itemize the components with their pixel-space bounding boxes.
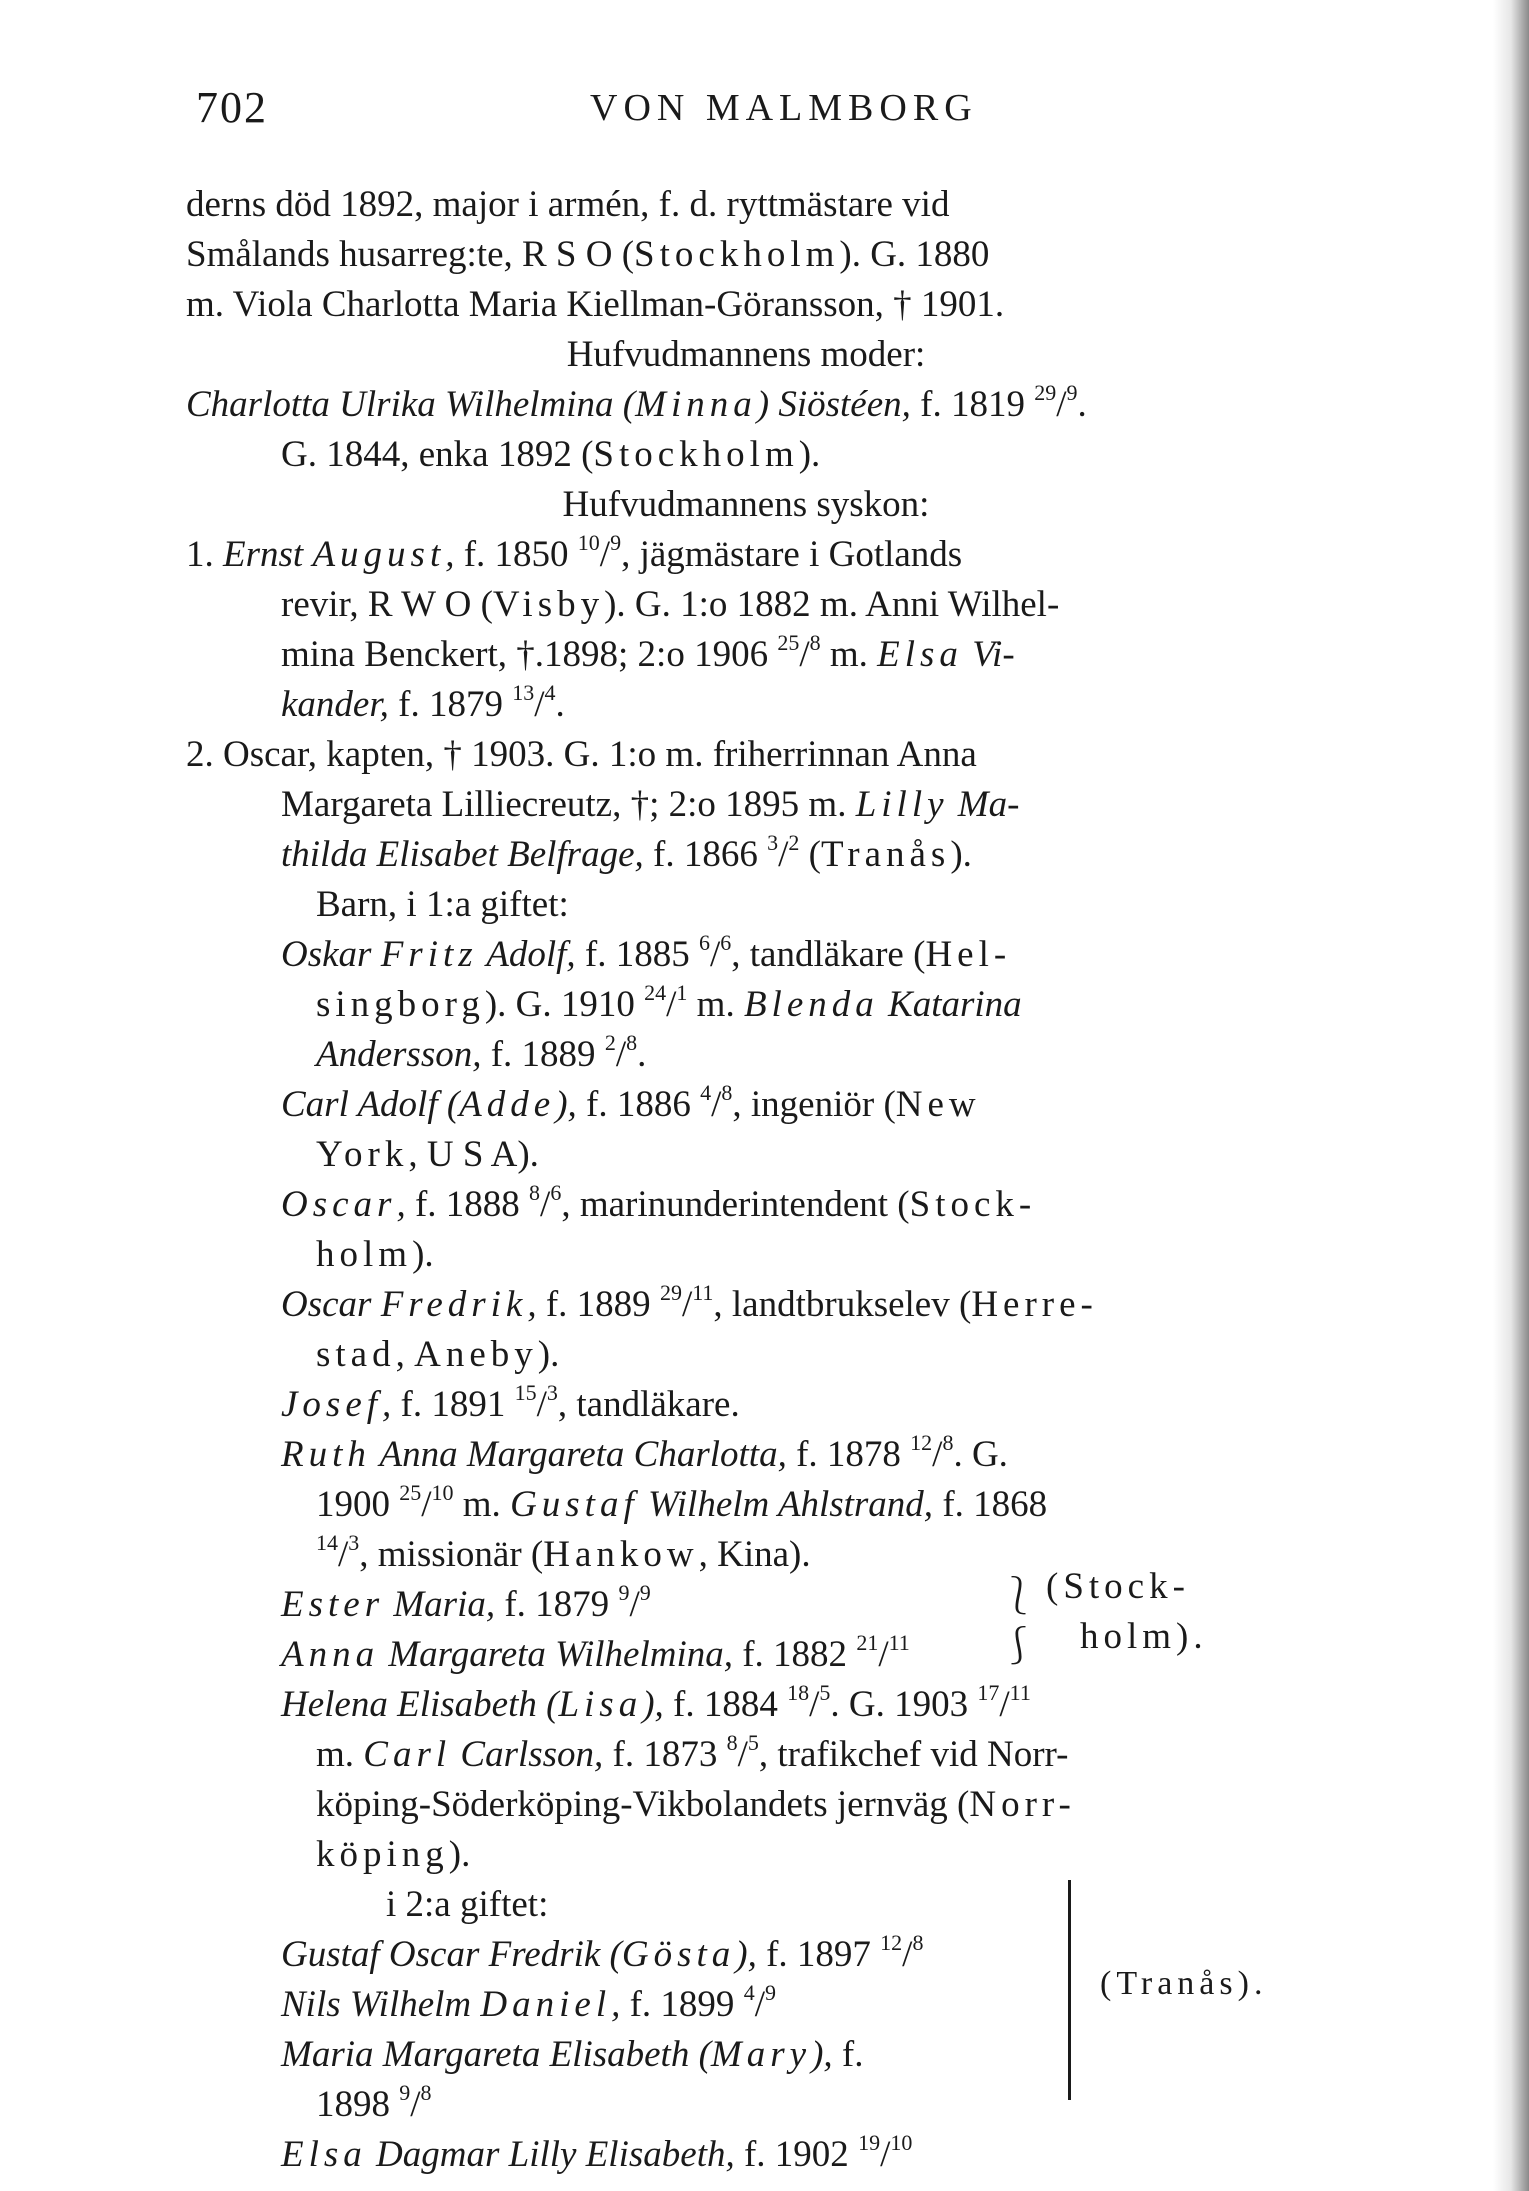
text-line: Ester Maria, f. 1879 $^9$/$^9$ [281, 1580, 651, 1625]
text-line: m. Viola Charlotta Maria Kiellman-Göransson, † 1901. [186, 284, 1005, 325]
text-line: Andersson, f. 1889 $^2$/$^8$. [316, 1030, 647, 1075]
bracket-brace-top: ⎱ [1000, 1576, 1037, 1617]
text-line: mina Benckert, †.1898; 2:o 1906 $^{25}$/$^8$ m. Elsa Vi- [281, 630, 1015, 675]
bracket-note-stockholm-1: (Stock- [1046, 1566, 1190, 1607]
text-line: kander, f. 1879 $^{13}$/$^4$. [281, 680, 565, 725]
text-line: Anna Margareta Wilhelmina, f. 1882 $^{21}$/$^{11}$ [281, 1630, 910, 1675]
text-line: 1898 $^9$/$^8$ [316, 2080, 432, 2125]
text-line: Hufvudmannens moder: [566, 334, 926, 375]
text-line: singborg). G. 1910 $^{24}$/$^1$ m. Blenda Katarina [316, 980, 1022, 1025]
text-line: 1. Ernst August, f. 1850 $^{10}$/$^9$, jägmästare i Gotlands [186, 530, 963, 575]
page-number: 702 [196, 83, 268, 132]
text-line: derns död 1892, major i armén, f. d. ryttmästare vid [186, 184, 950, 225]
text-line: Josef, f. 1891 $^{15}$/$^3$, tandläkare. [281, 1380, 740, 1425]
text-line: Smålands husarreg:te, R S O (Stockholm). G. 1880 [186, 234, 990, 275]
text-line: 2. Oscar, kapten, † 1903. G. 1:o m. friherrinnan Anna [186, 734, 977, 775]
text-line: holm). [316, 1234, 434, 1275]
text-line: Maria Margareta Elisabeth (Mary), f. [281, 2034, 864, 2075]
text-line: köping). [316, 1834, 471, 1875]
text-line: Carl Adolf (Adde), f. 1886 $^4$/$^8$, ingeniör (New [281, 1080, 981, 1125]
text-line: Oscar Fredrik, f. 1889 $^{29}$/$^{11}$, landtbrukselev (Herre- [281, 1280, 1098, 1325]
text-line: Margareta Lilliecreutz, †; 2:o 1895 m. Lilly Ma- [281, 784, 1020, 825]
text-line: revir, R W O (Visby). G. 1:o 1882 m. Anni Wilhel- [281, 584, 1060, 625]
bracket-note-stockholm-2: holm). [1080, 1616, 1208, 1657]
text-line: Oskar Fritz Adolf, f. 1885 $^6$/$^6$, tandläkare (Hel- [281, 930, 1012, 975]
text-line: Elsa Dagmar Lilly Elisabeth, f. 1902 $^{19}$/$^{10}$ [281, 2130, 913, 2175]
body-text [186, 180, 1306, 2180]
text-line: i 2:a giftet: [386, 1884, 549, 1925]
text-line: Charlotta Ulrika Wilhelmina (Minna) Siöstéen, f. 1819 $^{29}$/$^9$. [186, 380, 1087, 425]
page-header [0, 82, 1529, 142]
text-line: Nils Wilhelm Daniel, f. 1899 $^4$/$^9$ [281, 1980, 776, 2025]
text-line: Oscar, f. 1888 $^8$/$^6$, marinunderintendent (Stock- [281, 1180, 1037, 1225]
text-line: Helena Elisabeth (Lisa), f. 1884 $^{18}$/$^5$. G. 1903 $^{17}$/$^{11}$ [281, 1680, 1031, 1725]
text-line: thilda Elisabet Belfrage, f. 1866 $^3$/$^2$ (Tranås). [281, 830, 972, 875]
running-title: VON MALMBORG [590, 87, 978, 129]
text-line: Barn, i 1:a giftet: [316, 884, 569, 925]
text-line: köping-Söderköping-Vikbolandets jernväg (Norr- [316, 1784, 1076, 1825]
text-line: $^{14}$/$^3$, missionär (Hankow, Kina). [316, 1530, 811, 1575]
text-line: Ruth Anna Margareta Charlotta, f. 1878 $^{12}$/$^8$. G. [281, 1430, 1008, 1475]
text-line: stad, Aneby). [316, 1334, 560, 1375]
page-edge-shadow [1493, 0, 1529, 2191]
text-line: Hufvudmannens syskon: [562, 484, 930, 525]
text-line: m. Carl Carlsson, f. 1873 $^8$/$^5$, trafikchef vid Norr- [316, 1730, 1069, 1775]
text-line: 1900 $^{25}$/$^{10}$ m. Gustaf Wilhelm Ahlstrand, f. 1868 [316, 1480, 1048, 1525]
bracket-brace-bottom: ⎰ [1000, 1626, 1037, 1667]
bracket-line [1068, 1880, 1071, 2100]
text-line: G. 1844, enka 1892 (Stockholm). [281, 434, 821, 475]
text-line: York, U S A). [316, 1134, 539, 1175]
text-line: Gustaf Oscar Fredrik (Gösta), f. 1897 $^{12}$/$^8$ [281, 1930, 924, 1975]
bracket-note-tranas: (Tranås). [1100, 1965, 1268, 2002]
